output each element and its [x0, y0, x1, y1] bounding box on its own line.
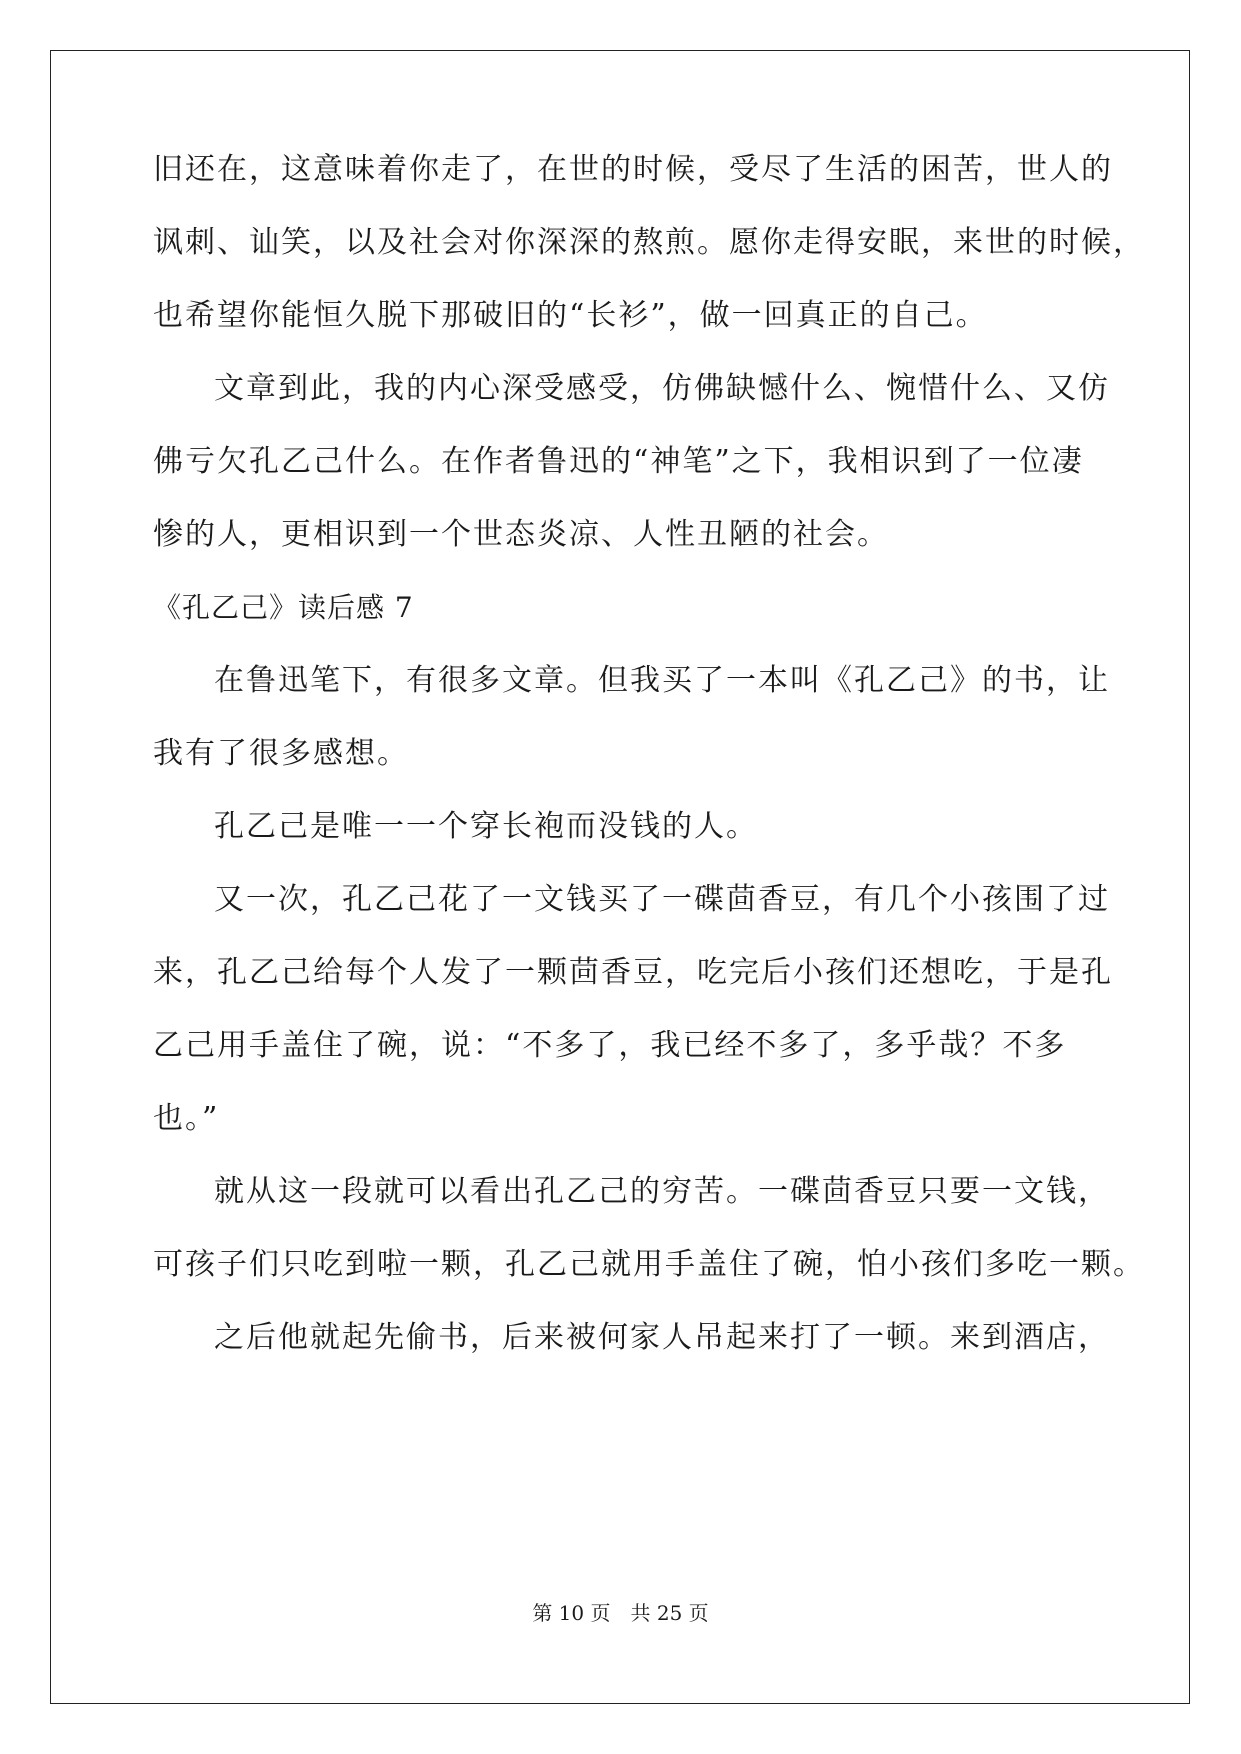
paragraph-start-line: 孔乙己是唯一一个穿长袍而没钱的人。 [214, 809, 758, 844]
paragraph-start-line: 在鲁迅笔下，有很多文章。但我买了一本叫《孔乙己》的书，让 [214, 663, 1110, 698]
text-line: 惨的人，更相识到一个世态炎凉、人性丑陋的社会。 [153, 517, 889, 552]
text-line: 来，孔乙己给每个人发了一颗茴香豆，吃完后小孩们还想吃，于是孔 [153, 955, 1113, 990]
text-line: 乙己用手盖住了碗，说：“不多了，我已经不多了，多乎哉？不多 [153, 1028, 1067, 1063]
paragraph-start-line: 之后他就起先偷书，后来被何家人吊起来打了一顿。来到酒店， [214, 1320, 1110, 1355]
paragraph-start-line: 就从这一段就可以看出孔乙己的穷苦。一碟茴香豆只要一文钱， [214, 1174, 1110, 1209]
text-line: 也。” [153, 1101, 220, 1136]
paragraph-start-line: 又一次，孔乙己花了一文钱买了一碟茴香豆，有几个小孩围了过 [214, 882, 1110, 917]
text-line: 旧还在，这意味着你走了，在世的时候，受尽了生活的困苦，世人的 [153, 152, 1113, 187]
text-line: 可孩子们只吃到啦一颗，孔乙己就用手盖住了碗，怕小孩们多吃一颗。 [153, 1247, 1145, 1282]
page-number-footer: 第 10 页 共 25 页 [532, 1601, 709, 1625]
text-line: 也希望你能恒久脱下那破旧的“长衫”，做一回真正的自己。 [153, 298, 988, 333]
section-heading: 《孔乙己》读后感 7 [153, 591, 414, 624]
text-line: 讽刺、讪笑，以及社会对你深深的熬煎。愿你走得安眠，来世的时候， [153, 225, 1145, 260]
text-line: 佛亏欠孔乙己什么。在作者鲁迅的“神笔”之下，我相识到了一位凄 [153, 444, 1084, 479]
text-line: 我有了很多感想。 [153, 736, 409, 771]
paragraph-start-line: 文章到此，我的内心深受感受，仿佛缺憾什么、惋惜什么、又仿 [214, 371, 1110, 406]
